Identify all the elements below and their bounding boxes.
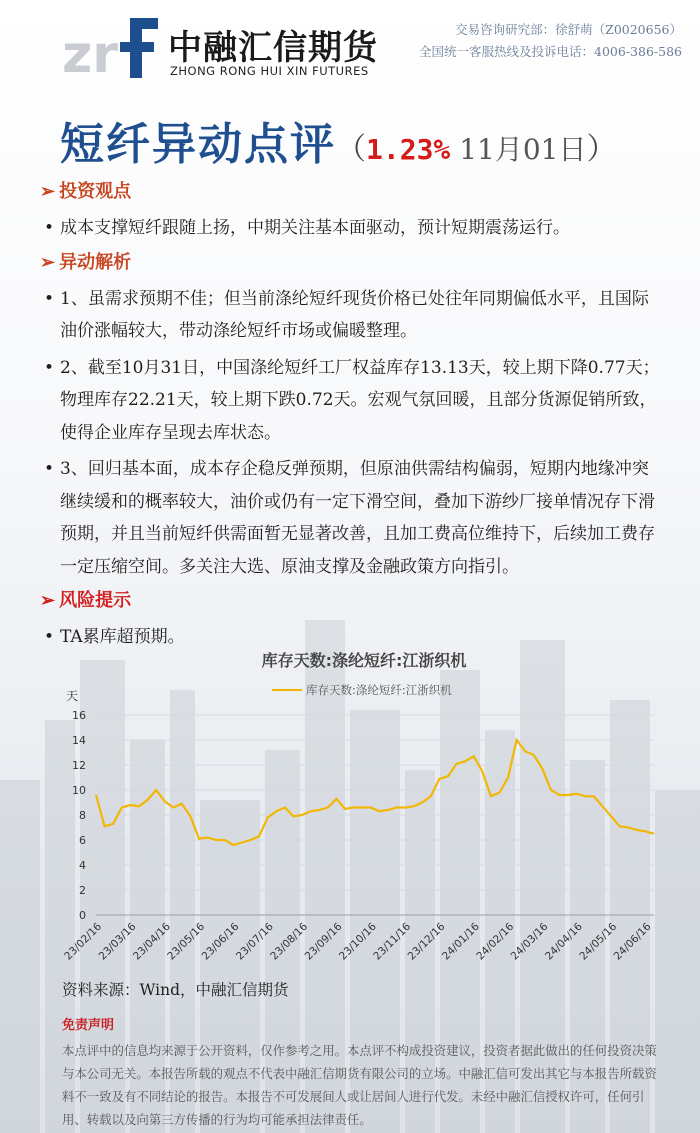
company-name-en: ZHONG RONG HUI XIN FUTURES: [170, 64, 369, 78]
section-heading: [40, 587, 664, 615]
chevron-right-icon: ➢: [40, 590, 56, 611]
zrf-logo-icon: [62, 14, 162, 80]
page-title: [60, 108, 616, 168]
section-heading: [40, 178, 664, 206]
x-tick-label: 23/12/16: [405, 920, 448, 963]
x-tick-label: 24/02/16: [474, 920, 517, 963]
x-tick-label: 23/03/16: [96, 920, 139, 963]
list-item: • TA累库超预期。: [44, 621, 664, 654]
disclaimer-title: 免责声明: [62, 1018, 115, 1033]
chevron-right-icon: ➢: [40, 181, 56, 202]
x-tick-label: 23/08/16: [268, 920, 311, 963]
list-item: • 2、截至10月31日，中国涤纶短纤工厂权益库存13.13天，较上期下降0.77天；物理库存22.21天，较上期下跌0.72天。宏观气氛回暖，且部分货源促销所致，使得企业库存呈现去库状态。: [44, 352, 664, 450]
x-tick-label: 23/06/16: [199, 920, 242, 963]
title-close-paren: ）: [586, 132, 617, 167]
y-tick-label: 14: [72, 734, 86, 747]
legend-label: 库存天数:涤纶短纤:江浙织机: [306, 683, 452, 697]
y-tick-label: 4: [79, 859, 86, 872]
x-tick-label: 24/04/16: [543, 920, 585, 963]
disclaimer: [62, 1014, 662, 1131]
data-source: 资料来源：Wind，中融汇信期货: [62, 981, 289, 999]
y-tick-label: 8: [79, 809, 86, 822]
chevron-right-icon: ➢: [40, 251, 56, 273]
x-tick-label: 23/10/16: [336, 920, 379, 963]
title-open-paren: （: [336, 132, 366, 167]
y-tick-label: 12: [72, 759, 86, 772]
section-analysis: [40, 249, 664, 584]
chart-title: 库存天数:涤纶短纤:江浙织机: [261, 651, 467, 670]
section-investment-view: [40, 178, 664, 245]
company-name-cn: 中融汇信期货: [168, 28, 378, 68]
x-tick-label: 24/05/16: [577, 920, 620, 963]
title-date: 11月01日: [450, 133, 587, 166]
y-tick-label: 2: [79, 884, 86, 897]
y-tick-label: 16: [72, 709, 86, 722]
x-tick-label: 24/06/16: [611, 920, 654, 963]
header: [0, 0, 700, 100]
list-item: • 3、回归基本面，成本存企稳反弹预期，但原油供需结构偏弱，短期内地缘冲突继续缓和的概率较大，油价或仍有一定下滑空间，叠加下游纱厂接单情况存下滑预期，并且当前短纤供需面暂无显著改善，且加工费高位维持下，后续加工费存一定压缩空间。多关注大选、原油支撑及金融政策方向指引。: [44, 453, 664, 583]
x-tick-label: 24/03/16: [508, 920, 551, 963]
series-line: [96, 740, 654, 845]
x-tick-label: 23/09/16: [302, 920, 345, 963]
list-item: • 1、虽需求预期不佳；但当前涤纶短纤现货价格已处往年同期偏低水平，且国际油价涨幅较大，带动涤纶短纤市场或偏暖整理。: [44, 283, 664, 348]
section-heading-text: 投资观点: [59, 181, 132, 202]
x-tick-label: 23/04/16: [130, 920, 173, 963]
section-heading-text: 异动解析: [59, 251, 132, 273]
contact-hotline: 全国统一客服热线及投诉电话：4006-386-586: [419, 44, 682, 59]
section-heading: [40, 249, 664, 277]
y-axis-unit: 天: [66, 689, 79, 703]
contact-info: [419, 19, 682, 63]
title-main: 短纤异动点评: [60, 119, 336, 170]
disclaimer-text: 本点评中的信息均来源于公开资料，仅作参考之用。本点评不构成投资建议，投资者据此做出的任何投资决策与本公司无关。本报告所载的观点不代表中融汇信期货有限公司的立场。中融汇信可发出其它与本报告所载资料不一致及有不同结论的报告。本报告不可发展间人或让居间人进行代发。未经中融汇信授权许可，任何引用、转载以及向第三方传播的行为均可能承担法律责任。: [62, 1043, 657, 1127]
chart-svg: [44, 640, 664, 970]
x-tick-label: 23/11/16: [371, 920, 414, 963]
contact-researcher: 交易咨询研究部：徐舒萌（Z0020656）: [455, 22, 682, 37]
x-tick-label: 23/02/16: [62, 920, 105, 963]
svg-text:zr: zr: [62, 25, 118, 80]
inventory-days-chart: [44, 640, 664, 970]
section-heading-text: 风险提示: [59, 590, 132, 611]
list-item: • 成本支撑短纤跟随上扬，中期关注基本面驱动，预计短期震荡运行。: [44, 212, 664, 245]
x-tick-label: 23/07/16: [233, 920, 276, 963]
y-tick-label: 10: [72, 784, 86, 797]
report-body: [40, 178, 664, 658]
x-tick-label: 23/05/16: [165, 920, 208, 963]
y-tick-label: 6: [79, 834, 86, 847]
x-tick-label: 24/01/16: [440, 920, 482, 963]
y-tick-label: 0: [79, 909, 86, 922]
title-change-pct: 1.23%: [366, 133, 451, 166]
